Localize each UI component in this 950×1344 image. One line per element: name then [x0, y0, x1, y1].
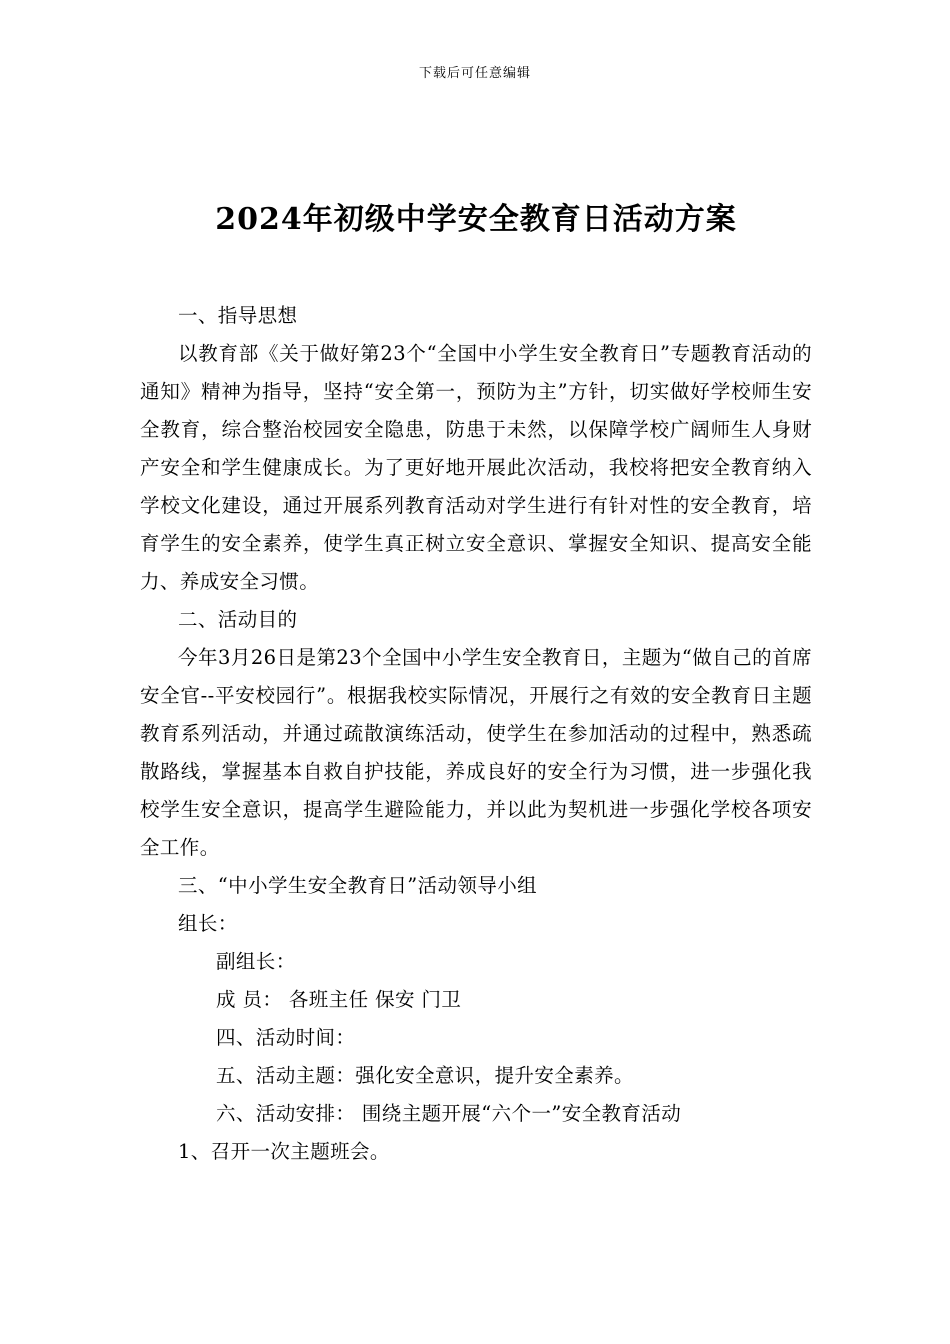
document-paragraph: 成 员： 各班主任 保安 门卫 — [216, 988, 462, 1011]
document-paragraph: 1、召开一次主题班会。 — [178, 1140, 390, 1163]
document-paragraph: 六、活动安排： 围绕主题开展“六个一”安全教育活动 — [216, 1102, 682, 1125]
page-title: 2024年初级中学安全教育日活动方案 — [215, 202, 737, 237]
document-paragraph: 组长： — [178, 912, 238, 935]
document-paragraph: 以教育部《关于做好第23个“全国中小学生安全教育日”专题教育活动的通知》精神为指导，坚持“安全第一，预防为主”方针，切实做好学校师生安全教育，综合整治校园安全隐患，防患于未然，以保障学校广阔师生人身财产安全和学生健康成长。为了更好地开展此次活动，我校将把安全教育纳入学校文化建设，通过开展系列教育活动对学生进行有针对性的安全教育，培育学生的安全素养，使学生真正树立安全意识、掌握安全知识、提高安全能力、养成安全习惯。 — [140, 342, 812, 593]
document-body — [140, 200, 812, 1171]
document-paragraph: 副组长： — [216, 950, 296, 973]
document-paragraph: 三、“中小学生安全教育日”活动领导小组 — [178, 874, 538, 897]
document-paragraph: 五、活动主题：强化安全意识，提升安全素养。 — [216, 1064, 634, 1087]
watermark-text: 下载后可任意编辑 — [418, 66, 531, 81]
document-paragraph: 今年3月26日是第23个全国中小学生安全教育日，主题为“做自己的首席安全官--平安校园行”。根据我校实际情况，开展行之有效的安全教育日主题教育系列活动，并通过疏散演练活动，使学生在参加活动的过程中，熟悉疏散路线，掌握基本自救自护技能，养成良好的安全行为习惯，进一步强化我校学生安全意识，提高学生避险能力，并以此为契机进一步强化学校各项安全工作。 — [140, 646, 812, 859]
document-paragraph: 二、活动目的 — [178, 608, 298, 631]
document-paragraph: 一、指导思想 — [178, 304, 298, 327]
paragraph-list — [140, 297, 812, 1171]
document-paragraph: 四、活动时间： — [216, 1026, 356, 1049]
